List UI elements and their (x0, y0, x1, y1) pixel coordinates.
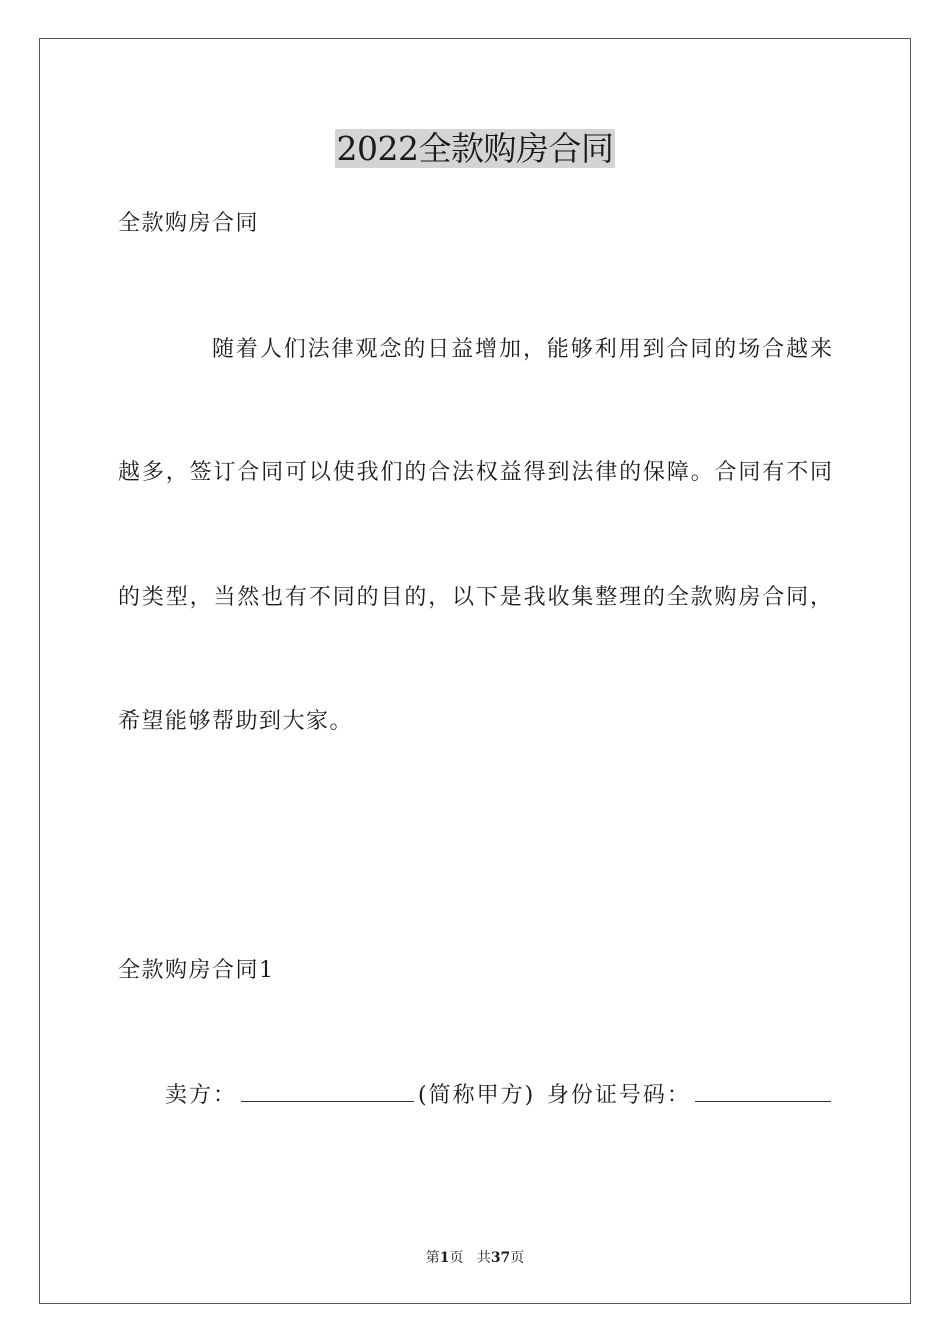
document-heading: 全款购房合同 (118, 211, 260, 236)
intro-paragraph-line: 希望能够帮助到大家。 (118, 709, 354, 734)
seller-name-blank[interactable] (241, 1081, 414, 1102)
footer-total-unit: 页 (510, 1250, 525, 1266)
document-title-text: 2022全款购房合同 (336, 129, 614, 168)
page-footer (0, 1249, 950, 1267)
document-title (0, 128, 950, 170)
intro-paragraph-line: 越多，签订合同可以使我们的合法权益得到法律的保障。合同有不同 (118, 460, 832, 485)
intro-paragraph-line: 的类型，当然也有不同的目的，以下是我收集整理的全款购房合同， (118, 585, 832, 610)
seller-id-blank[interactable] (695, 1081, 831, 1102)
footer-page-number: 1 (439, 1250, 450, 1266)
footer-total-prefix: 共 (476, 1250, 491, 1266)
seller-line (165, 1081, 835, 1111)
seller-note: (简称甲方) (418, 1083, 536, 1108)
footer-page-unit: 页 (449, 1250, 464, 1266)
seller-label: 卖方： (165, 1083, 238, 1108)
footer-page-prefix: 第 (425, 1250, 440, 1266)
intro-paragraph-line: 随着人们法律观念的日益增加，能够利用到合同的场合越来 (212, 337, 832, 362)
seller-id-label: 身份证号码： (546, 1083, 691, 1108)
footer-total-pages: 37 (490, 1250, 511, 1266)
section-heading: 全款购房合同1 (118, 958, 275, 983)
